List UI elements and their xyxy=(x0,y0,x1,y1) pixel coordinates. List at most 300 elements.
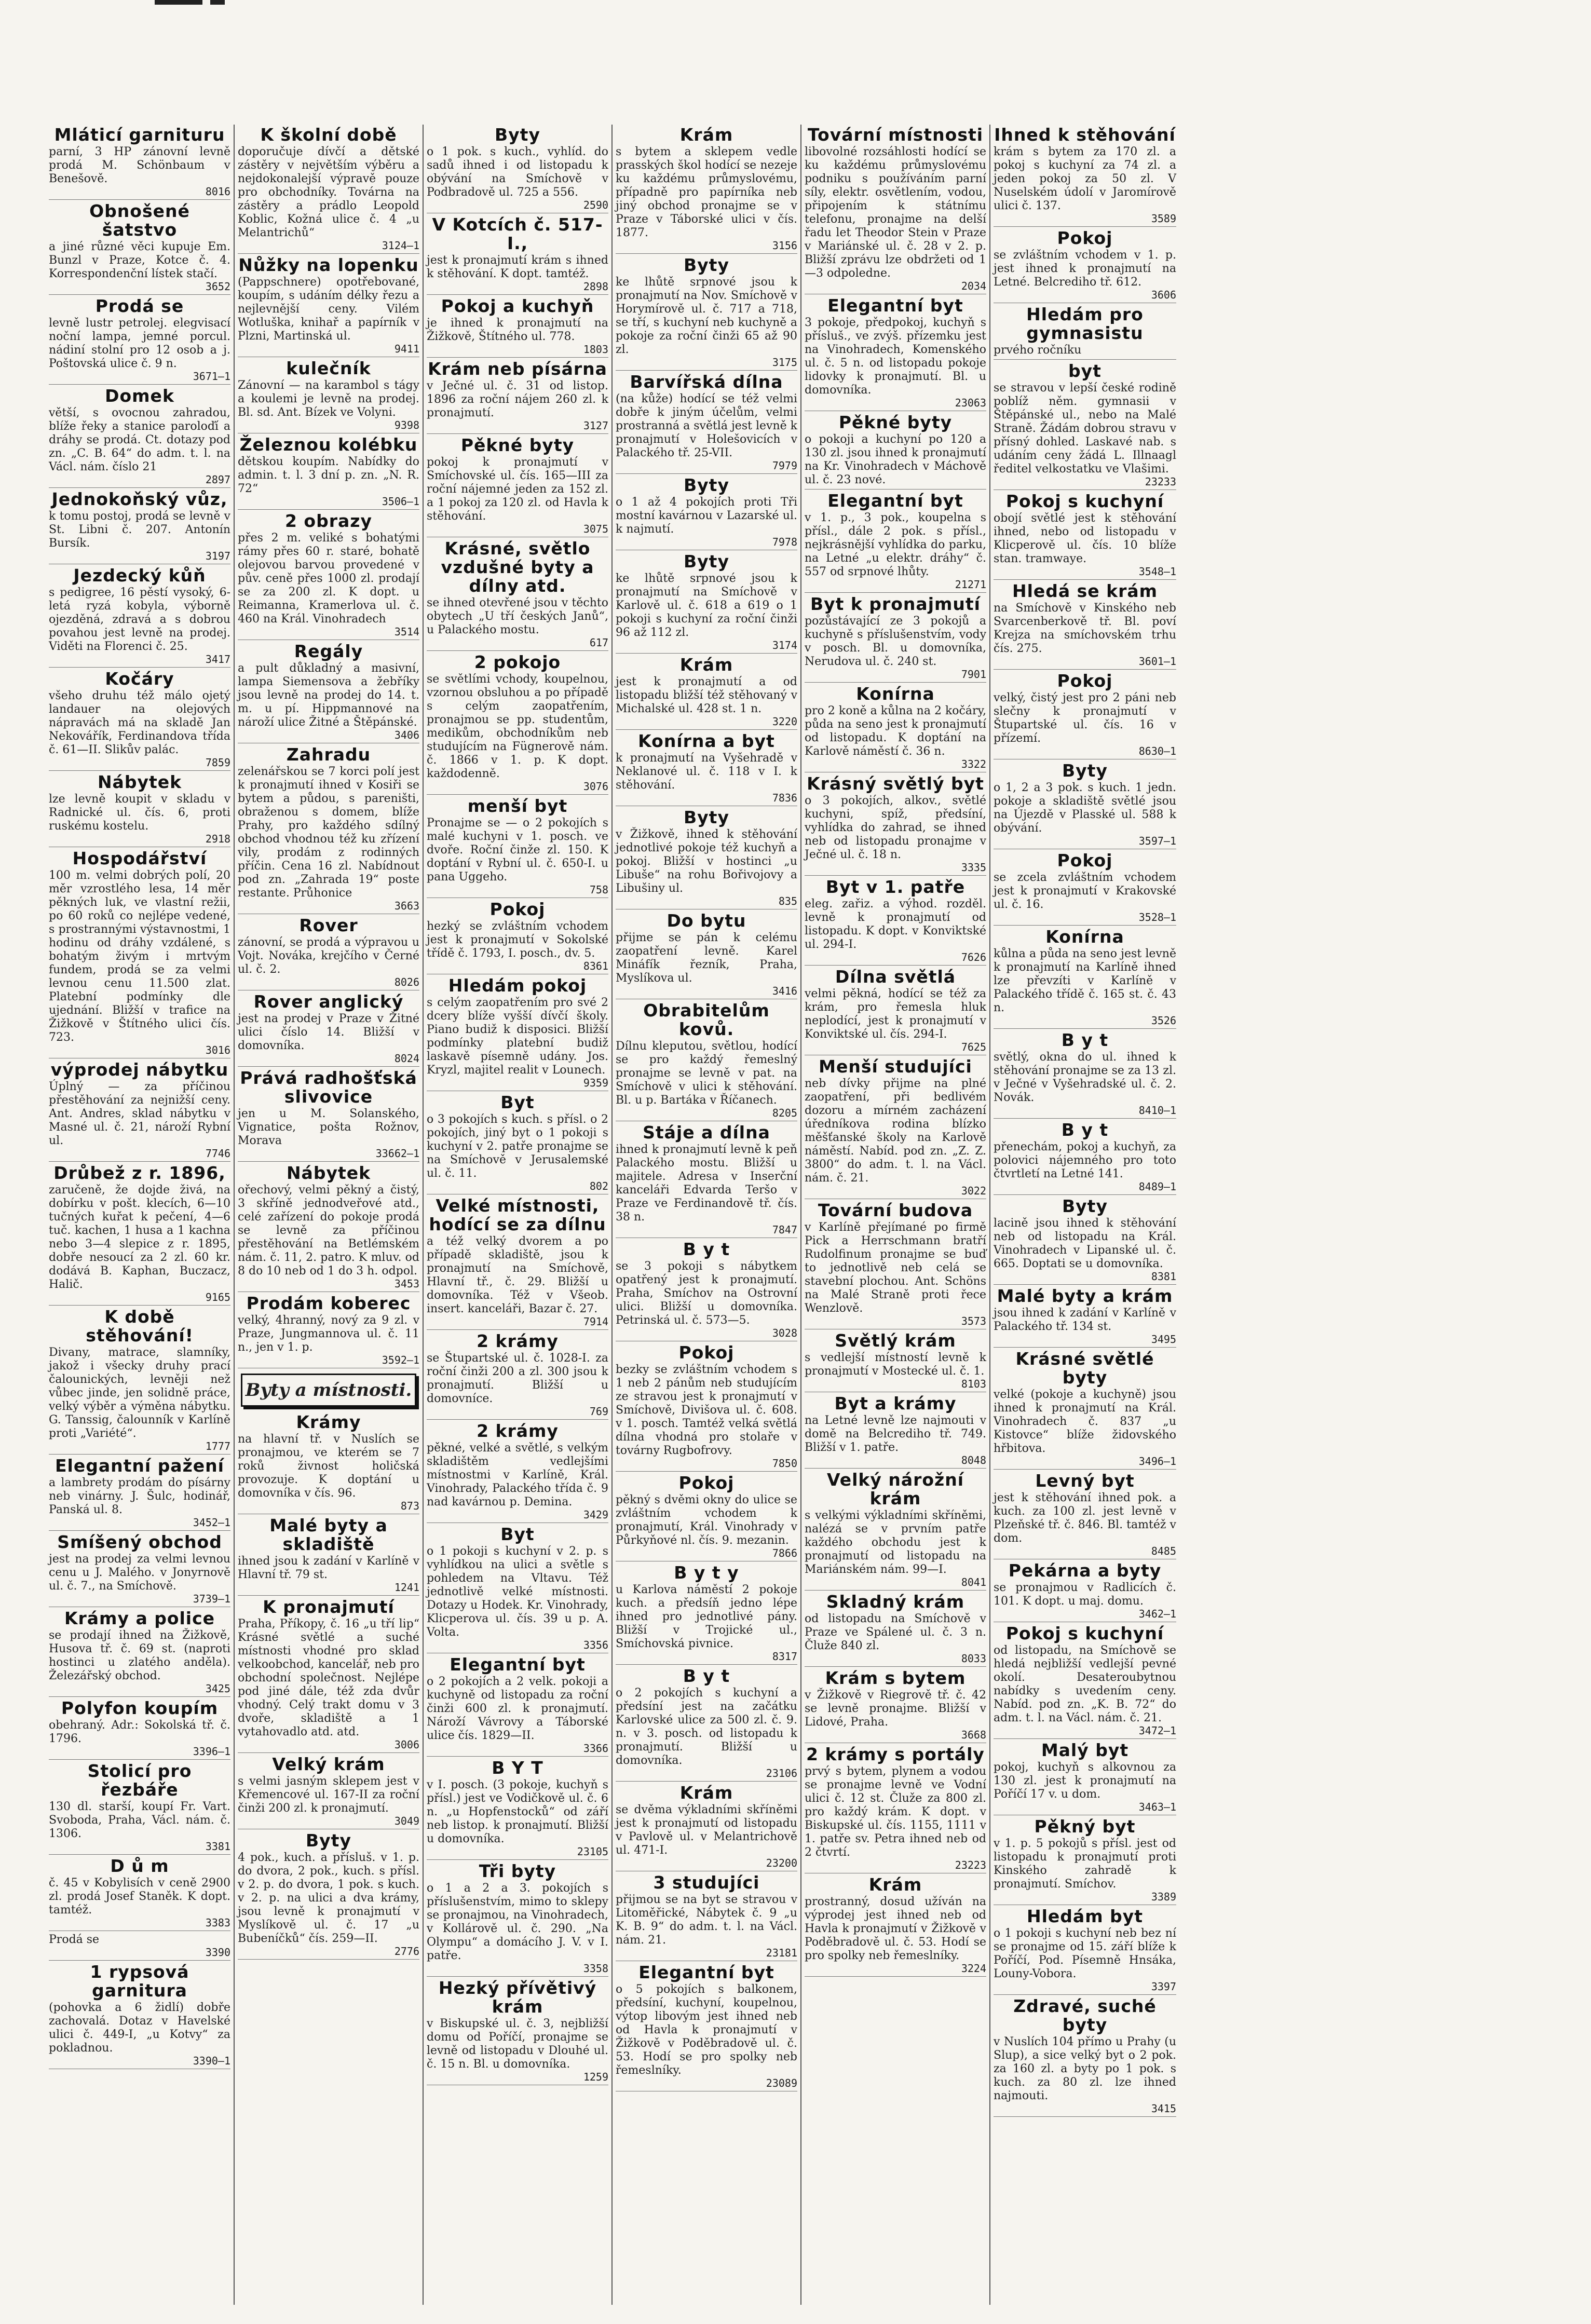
ad-text: prvého ročníku xyxy=(994,344,1082,357)
ad-heading: Malé byty a krám xyxy=(997,1286,1173,1306)
ad-number: 3049 xyxy=(394,1815,419,1827)
ad-number: 7625 xyxy=(961,1041,986,1053)
ad-text: Zánovní — na karambol s tágy a koulemi je levně na prodej. Bl. sd. Ant. Bízek ve Volyni. xyxy=(238,379,419,419)
ad-number: 3075 xyxy=(583,523,608,535)
ad-text: levně lustr petrolej. elegvisací noční lampa, jemné porcul. nádiní stolní pro 12 osob a j. Poštovská ulice č. 9 n. xyxy=(49,317,230,370)
ad-number: 7836 xyxy=(772,792,797,804)
ad-number: 3463—1 xyxy=(1138,1801,1176,1813)
ad-text: pokoj, kuchyň s alkovnou za 130 zl. jest k pronajmutí na Poříčí 17 v. u dom. xyxy=(994,1761,1176,1801)
ad-number: 3514 xyxy=(394,626,419,638)
ad-number: 3652 xyxy=(205,280,230,293)
classified-ad xyxy=(994,1472,1176,1559)
ad-heading: 1 rypsová garnitura xyxy=(90,1962,189,2001)
ad-number: 3396—1 xyxy=(193,1745,230,1758)
ad-text: Úplný — za příčinou přestěhování za nejnižší ceny. Ant. Andres, sklad nábytku v Masné ul. č. 21, nároží Rybní ul. xyxy=(49,1080,230,1147)
ad-heading: Pokoj xyxy=(489,899,546,919)
ad-text: se zcela zvláštním vchodem jest k pronajmutí v Krakovské ul. č. 16. xyxy=(994,871,1176,911)
ad-text: velké (pokoje a kuchyně) jsou ihned k pronajmutí na Král. Vinohradech č. 837 „u Kistovce“ blíže židovského hřbitova. xyxy=(994,1388,1176,1455)
column-1 xyxy=(46,125,235,2305)
ad-heading: Elegantní byt xyxy=(450,1654,586,1675)
ad-number: 7901 xyxy=(961,668,986,681)
ad-number: 8024 xyxy=(394,1052,419,1065)
ad-text: v Karlíně přejímané po firmě Pick a Herrschmann bratří Rudolfinum pronajme se buď to jednotlivě neb celá se stavební plochou. Ant. Schöns na Malé Straně proti řece Wenzlově. xyxy=(805,1221,986,1315)
ad-heading: K době stěhování! xyxy=(86,1307,194,1346)
classified-ad xyxy=(49,1933,230,1961)
classified-ad xyxy=(49,387,230,488)
ad-number: 3406 xyxy=(394,729,419,741)
ad-text: 100 m. velmi dobrých polí, 20 měr vzrostlého lesa, 14 měr pěkných luk, ve vlastní režii, po 60 roků co nejlépe vedené, s prostrannými výstavnostmi, 1 hodinu od dráhy vzdálené, s bohatým živým i mrtvým fundem, prodá se za velmi levnou cenu 11.500 zlat. Platební podmínky dle ujednání. Bližší v trafice na Žižkově v Štítného ulici čís. 723. xyxy=(49,869,230,1044)
ad-heading: Byt a krámy xyxy=(834,1393,957,1414)
classified-ad xyxy=(616,1001,797,1121)
ad-heading: Velký krám xyxy=(272,1754,385,1774)
ad-text: parní, 3 HP zánovní levně prodá M. Schönbaum v Benešově. xyxy=(49,145,230,185)
ad-number: 2776 xyxy=(394,1945,419,1958)
ad-number: 3472—1 xyxy=(1138,1724,1176,1737)
classified-ad xyxy=(238,1069,419,1162)
ad-number: 3668 xyxy=(961,1729,986,1741)
ad-text: o 1 pok. s kuch., vyhlíd. do sadů ihned i od listopadu k obývání na Smíchově v Podbradově ul. 725 a 556. xyxy=(427,145,608,199)
classified-ad xyxy=(994,582,1176,670)
ad-text: o 1 až 4 pokojích proti Tři mostní kavárnou v Lazarské ul. k najmutí. xyxy=(616,496,797,536)
ad-number: 3016 xyxy=(205,1044,230,1056)
ad-heading: 3 studujíci xyxy=(653,1872,760,1893)
ad-number: 3548—1 xyxy=(1138,565,1176,578)
ad-number: 3573 xyxy=(961,1315,986,1327)
classified-ad xyxy=(994,229,1176,303)
ad-number: 7979 xyxy=(772,459,797,472)
ad-heading: Malý byt xyxy=(1041,1740,1129,1760)
ad-text: doporučuje dívčí a dětské zástěry v největším výběru a nejdokonalejší výpravě pouze pro obchodníky. Továrna na zástěry a prádlo Leopold Koblic, Kožná ulice č. 4 „u Melantrichů“ xyxy=(238,145,419,239)
classified-ad xyxy=(994,762,1176,849)
ad-heading: Pokoj xyxy=(1057,228,1113,248)
ad-text: s pedigree, 16 pěstí vysoký, 6-letá ryzá kobyla, výborně ojezděná, zdravá a s dobrou povahou jest levně na prodej. Viděti na Florenci č. 25. xyxy=(49,586,230,653)
ad-heading: byt xyxy=(1068,361,1102,381)
ad-number: 7626 xyxy=(961,951,986,963)
ad-heading: Skladný krám xyxy=(826,1592,965,1612)
ad-number: 8205 xyxy=(772,1107,797,1119)
ad-number: 2590 xyxy=(583,199,608,211)
classified-ad xyxy=(49,670,230,771)
ad-heading: 2 obrazy xyxy=(284,511,372,531)
ad-heading: Zdravé, suché byty xyxy=(1013,1996,1157,2035)
ad-text: se pronajmou v Radlicích č. 101. K dopt. u maj. domu. xyxy=(994,1581,1176,1608)
ad-text: přijme se pán k celému zaopatření levně. Karel Mináfík řezník, Praha, Myslíkova ul. xyxy=(616,931,797,985)
classified-ad xyxy=(805,1669,986,1743)
ad-text: větší, s ovocnou zahradou, blíže řeky a stanice paroloďí a dráhy se prodá. Ct. dotazy pod zn. „C. B. 64“ do adm. t. l. na Václ. nám. číslo 21 xyxy=(49,406,230,473)
ad-number: 8361 xyxy=(583,960,608,972)
ad-number: 3335 xyxy=(961,861,986,874)
classified-ad xyxy=(49,1762,230,1855)
ad-number: 23200 xyxy=(766,1857,797,1869)
ad-heading: Byty xyxy=(306,1830,351,1851)
ad-heading: Velké místnosti, hodící se za dílnu xyxy=(429,1195,606,1234)
ad-number: 8103 xyxy=(961,1378,986,1390)
classified-ad xyxy=(427,126,608,213)
ad-heading: K pronajmutí xyxy=(263,1597,395,1617)
ad-heading: Stáje a dílna xyxy=(643,1122,770,1143)
classified-ad xyxy=(49,490,230,564)
ad-heading: Hledám pro gymnasistu xyxy=(1026,304,1144,343)
ad-text: zánovní, se prodá a výpravou u Vojt. Nováka, krejčího v Černé ul. č. 2. xyxy=(238,936,419,976)
classified-ad xyxy=(805,595,986,683)
ad-heading: Hezký přívětivý krám xyxy=(438,1978,597,2017)
classified-ad xyxy=(994,126,1176,227)
ad-number: 8485 xyxy=(1151,1545,1176,1557)
ad-text: jest k pronajmutí a od listopadu bližší též stěhovaný v Michalské ul. 428 st. 1 n. xyxy=(616,675,797,715)
ad-heading: Nábytek xyxy=(97,772,182,792)
classified-ad xyxy=(238,916,419,990)
ad-number: 23106 xyxy=(766,1767,797,1779)
ad-number: 3589 xyxy=(1151,212,1176,225)
classified-ad xyxy=(805,1593,986,1667)
classified-ad xyxy=(427,976,608,1091)
ad-text: Praha, Příkopy, č. 16 „u tří lip“ Krásné světlé a suché místnosti vhodné pro sklad velkoobchod, kancelář, neb pro obchodní společnost. Nejlépe pod jiné dále, též zda dvůr vhodný. Celý trakt domu v 3 dvoře, skladiště a 1 vytahovadlo atd. atd. xyxy=(238,1618,419,1738)
ad-text: jen u M. Solanského, Vignatice, pošta Rožnov, Morava xyxy=(238,1107,419,1147)
ad-number: 8048 xyxy=(961,1454,986,1466)
ad-number: 3528—1 xyxy=(1138,911,1176,923)
classified-ad xyxy=(616,1343,797,1472)
ad-number: 3601—1 xyxy=(1138,655,1176,668)
classified-ad xyxy=(427,1862,608,1977)
ad-text: o pokoji a kuchyní po 120 a 130 zl. jsou ihned k pronajmutí na Kr. Vinohradech v Máchově ul. č. 23 nové. xyxy=(805,433,986,486)
ad-heading: Domek xyxy=(105,386,174,406)
ad-text: se ihned otevřené jsou v těchto obytech „U tří českých Janů“, u Palackého mostu. xyxy=(427,596,608,636)
ad-text: (pohovka a 6 židlí) dobře zachovalá. Dotaz v Havelské ulici č. 449-I, „u Kotvy“ za pokladnou. xyxy=(49,2001,230,2055)
ad-number: 3606 xyxy=(1151,289,1176,301)
ad-heading: Tovární budova xyxy=(818,1200,973,1220)
classified-ad xyxy=(427,1525,608,1653)
ad-text: s velkými výkladními skříněmi, nalézá se v prvním patře každého obchodu jest k pronajmutí od listopadu na Mariánském nám. 99—I. xyxy=(805,1509,986,1576)
ad-text: se 3 pokoji s nábytkem opatřený jest k pronajmutí. Praha, Smíchov na Ostrovní ulici. Bližší u domovníka. Petrinská ul. č. 573—5. xyxy=(616,1260,797,1327)
ad-text: Prodá se xyxy=(49,1933,100,1946)
ad-heading: Malé byty a skladiště xyxy=(269,1515,388,1554)
classified-ad xyxy=(49,1457,230,1531)
ad-number: 9165 xyxy=(205,1291,230,1303)
ad-number: 3397 xyxy=(1151,1980,1176,1993)
ad-number: 1777 xyxy=(205,1440,230,1452)
classified-ad xyxy=(994,1907,1176,1995)
ad-number: 3506—1 xyxy=(382,495,419,508)
ad-heading: B y t xyxy=(683,1666,730,1686)
ad-heading: Byt xyxy=(500,1092,535,1112)
ad-heading: Krám xyxy=(868,1874,922,1895)
classified-ad xyxy=(238,1413,419,1514)
classified-ad xyxy=(49,297,230,385)
ad-text: o 1 pokoji s kuchyní neb bez ní se pronajme od 15. září blíže k Poříčí, Pod. Písemně Hnsáka, Louny-Vobora. xyxy=(994,1927,1176,1980)
ad-text: s vedlejší místností levně k pronajmutí v Mostecké ul. č. 1. xyxy=(805,1351,986,1378)
ad-number: 8630—1 xyxy=(1138,745,1176,757)
ad-heading: Byty xyxy=(684,255,729,275)
ad-text: prvý s bytem, plynem a vodou se pronajme levně ve Vodní ulici č. 12 st. Čluže za 800 zl. pro každý krám. K dopt. v Biskupské ul. čís. 1155, 1111 v 1. patře sv. Petra ihned neb od 2 čtvrtí. xyxy=(805,1765,986,1859)
ad-text: se Štupartské ul. č. 1028-I. za roční činži 200 a zl. 300 jsou k pronajmutí. Bližší u domovníce. xyxy=(427,1352,608,1405)
column-2 xyxy=(235,125,424,2305)
ad-text: o 3 pokojích, alkov., světlé kuchyni, spíž, předsíní, vyhlídka do zahrad, se ihned neb od listopadu pronajme v Ječné ul. č. 18 n. xyxy=(805,794,986,861)
ad-number: 3076 xyxy=(583,780,608,793)
ad-heading: Hledá se krám xyxy=(1012,581,1158,601)
ad-text: v Nuslích 104 přímo u Prahy (u Slup), a sice velký byt o 2 pok. za 160 zl. a byty po 1 pok. s kuch. za 80 zl. lze ihned najmouti. xyxy=(994,2035,1176,2102)
classified-ad xyxy=(805,126,986,294)
classified-ad xyxy=(994,851,1176,926)
ad-text: a též velký dvorem a po případě skladiště, jsou k pronajmutí na Smíchově, Hlavní tř., č. 29. Bližší u domovníka. Též v Všeob. insert. kanceláři, Bazar č. 27. xyxy=(427,1235,608,1315)
classified-ad xyxy=(805,685,986,772)
ad-number: 23063 xyxy=(955,397,986,409)
classified-ad xyxy=(616,552,797,654)
ad-number: 3220 xyxy=(772,715,797,728)
ad-heading: Byty xyxy=(684,475,729,495)
classified-ad xyxy=(805,1745,986,1873)
ad-number: 3366 xyxy=(583,1742,608,1755)
classified-ad xyxy=(427,1979,608,2085)
ad-text: ke lhůtě srpnové jsou k pronajmutí na Smíchově v Karlově ul. č. 618 a 619 o 1 pokoji s kuchyní za roční činži 96 až 112 zl. xyxy=(616,572,797,639)
classified-ad xyxy=(616,1873,797,1961)
ad-heading: Konírna a byt xyxy=(638,731,775,751)
ad-heading: výprodej nábytku xyxy=(50,1059,229,1080)
ad-text: (Pappschnere) opotřebované, koupím, s udáním délky řezu a nejlevnější ceny. Vilém Wotluška, knihař a papírník v Plzni, Martinská ul. xyxy=(238,276,419,343)
ad-text: v 1. p., 3 pok., koupelna s přísl., dále 2 pok. s přísl., nejkrásnější vyhlídka do parku, na Letné „u elektr. dráhy“ č. 557 od srpnové lhůty. xyxy=(805,511,986,578)
ad-heading: Krám neb písárna xyxy=(428,359,607,379)
ad-text: v 1. p. 5 pokojů s přísl. jest od listopadu k pronajmutí proti Kinského zahradě k pronajmutí. Smíchov. xyxy=(994,1837,1176,1891)
ad-number: 3671—1 xyxy=(193,370,230,383)
ad-text: pěkné, velké a světlé, s velkým skladištěm vedlejšími místnostmi v Karlíně, Král. Vinohrady, Palackého třída č. 9 nad kavárnou p. Demina. xyxy=(427,1442,608,1508)
ad-text: zaručeně, že dojde živá, na dobírku v pošt. klecích, 6—10 tučných kuřat k pečení, 4—6 tuč. kachen, 1 husa a 1 kachna nebo 3—4 slepice z r. 1895, dobře nesoucí za 2 zl. 60 kr. dodává B. Kaphan, Buczacz, Halič. xyxy=(49,1184,230,1291)
ad-number: 2897 xyxy=(205,473,230,486)
ad-text: ke lhůtě srpnové jsou k pronajmutí na Nov. Smíchově v Horymírově ul. č. 717 a 718, se tří, s kuchyní neb kuchyně a pokoje za roční činži 65 až 90 zl. xyxy=(616,276,797,356)
ad-heading: Byty xyxy=(684,807,729,827)
ad-text: jest na prodej v Praze v Žitné ulici číslo 14. Bližší v domovníka. xyxy=(238,1012,419,1052)
ad-heading: Obrabitelům kovů. xyxy=(643,1000,770,1039)
classified-ad xyxy=(49,566,230,668)
ad-number: 769 xyxy=(589,1405,608,1418)
ad-text: bezky se zvláštním vchodem s 1 neb 2 pánům neb studujícím ze stravou jest k pronajmutí v Smíchově, Divišova ul. č. 608. v 1. posch. Tamtéž velká světlá dílna vhodná pro stolaře v továrny Rugbofrovy. xyxy=(616,1363,797,1457)
classified-ad xyxy=(49,202,230,295)
classified-ad xyxy=(805,1201,986,1329)
ad-number: 617 xyxy=(589,636,608,649)
ad-text: velmi pěkná, hodící se též za krám, pro řemesla hluk neplodící, jest k pronajmutí v Konviktské ul. čís. 294-I. xyxy=(805,987,986,1041)
ad-text: a pult důkladný a masivní, lampa Siemensova a žebříky jsou levně na prodej do 14. t. m. u pí. Hippmannové na nároží ulice Žitné a Štěpánské. xyxy=(238,662,419,729)
ad-number: 3739—1 xyxy=(193,1593,230,1605)
ad-number: 7866 xyxy=(772,1547,797,1559)
ad-heading: Byty xyxy=(495,125,540,145)
classified-ad xyxy=(238,642,419,743)
ad-heading: Velký nárožní krám xyxy=(826,1470,964,1508)
section-heading-box: Byty a místnosti. xyxy=(241,1374,416,1407)
ad-heading: Železnou kolébku xyxy=(239,434,418,455)
ad-number: 3453 xyxy=(394,1277,419,1290)
ad-heading: Pokoj s kuchyní xyxy=(1005,1623,1164,1643)
classified-ad xyxy=(427,1422,608,1523)
top-print-mark-2 xyxy=(210,0,225,5)
classified-ad xyxy=(805,492,986,593)
classified-ad xyxy=(49,1061,230,1162)
ad-number: 802 xyxy=(589,1180,608,1192)
classified-ad xyxy=(427,1655,608,1757)
ad-number: 3417 xyxy=(205,653,230,665)
ad-number: 3124—1 xyxy=(382,239,419,252)
classified-ad xyxy=(616,808,797,909)
ad-number: 2034 xyxy=(961,280,986,292)
ad-heading: 2 krámy s portály xyxy=(806,1744,985,1764)
ad-heading: Pokoj s kuchyní xyxy=(1005,491,1164,511)
ad-text: od listopadu, na Smíchově se hledá nejbližší vedlejší pevné okolí. Desateroubytnou nabídky s uvedením ceny. Nabíd. pod zn. „K. B. 72“ do adm. t. l. na Václ. nám. č. 21. xyxy=(994,1644,1176,1724)
ad-heading: Tři byty xyxy=(479,1861,556,1881)
ad-heading: Pokoj xyxy=(678,1473,735,1493)
ad-number: 873 xyxy=(400,1500,419,1512)
classified-ad xyxy=(994,1817,1176,1905)
classified-ad xyxy=(238,1598,419,1753)
column-3 xyxy=(424,125,613,2305)
classified-ad xyxy=(994,928,1176,1029)
ad-heading: B y t y xyxy=(674,1562,739,1583)
ad-heading: Pokoj a kuchyň xyxy=(441,296,594,316)
ad-heading: Byt xyxy=(500,1524,535,1544)
ad-text: k tomu postoj, prodá se levně v St. Libni č. 207. Antonín Bursík. xyxy=(49,510,230,550)
ad-number: 3526 xyxy=(1151,1014,1176,1027)
ad-heading: Polyfon koupím xyxy=(61,1698,219,1718)
ad-heading: Pokoj xyxy=(1057,671,1113,691)
ad-text: v Žižkově, ihned k stěhování jednotlivé pokoje též kuchyň a pokoj. Bližší v hostinci „u Libuše“ na rohu Bořivojovy a Libušiny ul. xyxy=(616,828,797,895)
ad-heading: Drůbež z r. 1896, xyxy=(53,1163,226,1183)
ad-number: 3224 xyxy=(961,1962,986,1975)
classified-page xyxy=(46,125,1364,2305)
classified-ad xyxy=(427,539,608,651)
ad-number: 23233 xyxy=(1145,475,1176,488)
ad-heading: D ů m xyxy=(110,1856,169,1876)
ad-text: libovolné rozsáhlosti hodící se ku každému průmyslovému podniku s používáním parní síly, elektr. osvětlením, vodou, připojením k státnímu telefonu, pronajme na delší řadu let Theodor Stein v Praze v Mariánské ul. č. 28 v 2. p. Bližší zprávu lze obdržeti od 1—3 odpoledne. xyxy=(805,145,986,280)
classified-ad xyxy=(427,297,608,358)
ad-number: 1259 xyxy=(583,2071,608,2083)
ad-text: se zvláštním vchodem v 1. p. jest ihned k pronajmutí na Letné. Belcrediho tř. 612. xyxy=(994,249,1176,289)
ad-text: v Biskupské ul. č. 3, nejbližší domu od Poříčí, pronajme se levně od listopadu v Dlouhé ul. č. 15 n. Bl. u domovníka. xyxy=(427,2017,608,2071)
classified-ad xyxy=(616,1474,797,1561)
ad-heading: Krám xyxy=(679,1783,733,1803)
classified-ad xyxy=(805,968,986,1055)
ad-number: 3429 xyxy=(583,1508,608,1521)
ad-number: 1241 xyxy=(394,1581,419,1594)
ad-text: hezký se zvláštním vchodem jest k pronajmutí v Sokolské třídě č. 1793, I. posch., dv. 5. xyxy=(427,920,608,960)
classified-ad xyxy=(805,296,986,411)
ad-text: o 2 pokojích a 2 velk. pokoji a kuchyně od listopadu za roční činži 600 zl. k pronajmutí. Nároží Vávrovy a Táborské ulice čís. 1829—II. xyxy=(427,1675,608,1742)
ad-text: 4 pok., kuch. a přísluš. v 1. p. do dvora, 2 pok., kuch. s přísl. v 2. p. do dvora, 1 pok. s kuch. v 2. p. na ulici a dva krámy, jsou levně k pronajmutí v Myslíkově ul. č. 17 „u Bubeníčků“ čís. 259—II. xyxy=(238,1851,419,1945)
ad-number: 7746 xyxy=(205,1147,230,1160)
classified-ad xyxy=(238,745,419,914)
ad-heading: kulečník xyxy=(286,358,371,378)
classified-ad xyxy=(427,215,608,295)
classified-ad xyxy=(238,256,419,357)
ad-number: 3425 xyxy=(205,1682,230,1695)
classified-ad xyxy=(238,126,419,254)
ad-text: v Žižkově v Riegrově tř. č. 42 se levně pronajme. Bližší v Lidové, Praha. xyxy=(805,1689,986,1729)
ad-text: na hlavní tř. v Nuslích se pronajmou, ve kterém se 7 roků živnost holičská provozuje. K doptání u domovníka v čís. 96. xyxy=(238,1433,419,1500)
classified-ad xyxy=(994,1561,1176,1622)
ad-heading: menší byt xyxy=(467,796,568,816)
ad-text: (na kůže) hodící se též velmi dobře k jiným účelům, velmi prostranná a světlá jest levně k pronajmutí v Holešovicích v Palackého tř. 25-VII. xyxy=(616,392,797,459)
ad-text: eleg. zařiz. a výhod. rozděl. levně k pronajmutí od listopadu. K dopt. v Konviktské ul. 294-I. xyxy=(805,898,986,951)
ad-heading: Krásné, světlo vzdušné byty a dílny atd. xyxy=(441,538,594,596)
classified-ad xyxy=(994,1350,1176,1470)
classified-ad xyxy=(427,1332,608,1420)
ad-text: o 1, 2 a 3 pok. s kuch. 1 jedn. pokoje a skladiště světlé jsou na Újezdě v Plasské ul. 588 k obývání. xyxy=(994,781,1176,835)
ad-text: s velmi jasným sklepem jest v Křemencové ul. 167-II za roční činži 200 zl. k pronajmutí. xyxy=(238,1775,419,1815)
ad-heading: Byty xyxy=(1062,1196,1108,1216)
ad-heading: B y t xyxy=(683,1239,730,1259)
ad-heading: Pěkný byt xyxy=(1034,1816,1136,1837)
ad-text: jest k pronajmutí krám s ihned k stěhování. K dopt. tamtéž. xyxy=(427,254,608,280)
ad-number: 8033 xyxy=(961,1652,986,1665)
ad-number: 7978 xyxy=(772,536,797,548)
ad-heading: Byt k pronajmutí xyxy=(810,594,981,614)
ad-heading: Do bytu xyxy=(667,910,746,931)
ad-number: 3389 xyxy=(1151,1891,1176,1903)
classified-ad xyxy=(238,1516,419,1596)
ad-number: 8410—1 xyxy=(1138,1104,1176,1117)
ad-heading: Krámy xyxy=(296,1412,361,1432)
classified-ad xyxy=(805,1875,986,1977)
ad-heading: Elegantní byt xyxy=(827,491,963,511)
ad-number: 33662—1 xyxy=(375,1147,419,1160)
classified-ad xyxy=(49,1609,230,1697)
ad-number: 3381 xyxy=(205,1840,230,1853)
ad-number: 3452—1 xyxy=(193,1516,230,1529)
ad-text: velký, čistý jest pro 2 páni neb slečny k pronajmutí v Štupartské ul. čís. 16 v přízemí. xyxy=(994,691,1176,745)
ad-number: 23181 xyxy=(766,1947,797,1959)
ad-text: a jiné různé věci kupuje Em. Bunzl v Praze, Kotce č. 4. Korrespondenční lístek stačí. xyxy=(49,240,230,280)
ad-number: 3127 xyxy=(583,419,608,432)
classified-ad xyxy=(994,362,1176,490)
classified-ad xyxy=(994,305,1176,360)
ad-text: jest na prodej za velmi levnou cenu u J. Malého. v Jonyrnově ul. č. 7., na Smíchově. xyxy=(49,1553,230,1593)
ad-number: 3197 xyxy=(205,550,230,562)
ad-heading: Krám xyxy=(679,125,733,145)
ad-text: pokoj k pronajmutí v Smíchovské ul. čís. 165—III za roční nájemné jeden za 152 zl. a 1 pokoj za 120 zl. od Havla k stěhování. xyxy=(427,456,608,523)
ad-number: 3322 xyxy=(961,758,986,770)
classified-ad xyxy=(805,1057,986,1199)
ad-text: pěkný s dvěmi okny do ulice se zvláštním vchodem k pronajmutí, Král. Vinohrady v Půrkyňové nl. čís. 9. mezanin. xyxy=(616,1493,797,1547)
classified-ad xyxy=(238,436,419,510)
ad-number: 7850 xyxy=(772,1457,797,1470)
ad-text: všeho druhu též málo ojetý landauer na olejových nápravách má na skladě Jan Nekovářík, Ferdinandova třída č. 61—II. Slikův palác. xyxy=(49,689,230,756)
classified-ad xyxy=(49,849,230,1058)
ad-heading: Pěkné byty xyxy=(838,412,953,432)
ad-text: se dvěma výkladními skříněmi jest k pronajmutí od listopadu v Pavlově ul. v Melantrichově ul. 471-I. xyxy=(616,1803,797,1857)
ad-number: 835 xyxy=(778,895,797,907)
ad-number: 8381 xyxy=(1151,1270,1176,1283)
ad-heading: Nábytek xyxy=(286,1163,371,1183)
ad-heading: B y t xyxy=(1061,1120,1109,1140)
ad-number: 3356 xyxy=(583,1639,608,1651)
classified-ad xyxy=(49,1308,230,1455)
ad-text: přes 2 m. veliké s bohatými rámy přes 60 r. staré, bohatě olejovou barvou provedené v pův. ceně přes 1000 zl. prodají se za 200 zl. K dopt. u Reimanna, Kramerlova ul. č. 460 na Král. Vinohradech xyxy=(238,532,419,626)
ad-heading: Rover anglický xyxy=(253,991,404,1012)
ad-heading: Byt v 1. patře xyxy=(825,877,966,897)
ad-number: 7859 xyxy=(205,756,230,769)
classified-ad xyxy=(238,1755,419,1829)
ad-heading: Prodám koberec xyxy=(246,1293,411,1313)
ad-heading: Pokoj xyxy=(678,1342,735,1363)
ad-heading: Jezdecký kůň xyxy=(73,565,206,586)
ad-heading: Mláticí garnituru xyxy=(54,125,225,145)
ad-text: o 3 pokojích s kuch. s přísl. o 2 pokojích, jiný byt o 1 pokoji s kuchyní v 2. patře pronajme se na Smíchově v Jerusalemské ul. č. 11. xyxy=(427,1113,608,1180)
ad-number: 3462—1 xyxy=(1138,1608,1176,1620)
ad-number: 3175 xyxy=(772,356,797,369)
ad-number: 8041 xyxy=(961,1576,986,1588)
classified-ad xyxy=(805,1394,986,1469)
ad-heading: Byty xyxy=(1062,760,1108,781)
ad-text: u Karlova náměstí 2 pokoje kuch. a předsíň jedno lépe ihned pro jednotlivé pány. Bližší v Trojické ul., Smíchovská pivnice. xyxy=(616,1583,797,1650)
classified-ad xyxy=(994,1741,1176,1815)
column-5 xyxy=(801,125,990,2305)
ad-heading: 2 krámy xyxy=(477,1421,559,1441)
ad-text: obehraný. Adr.: Sokolská tř. č. 1796. xyxy=(49,1719,230,1745)
